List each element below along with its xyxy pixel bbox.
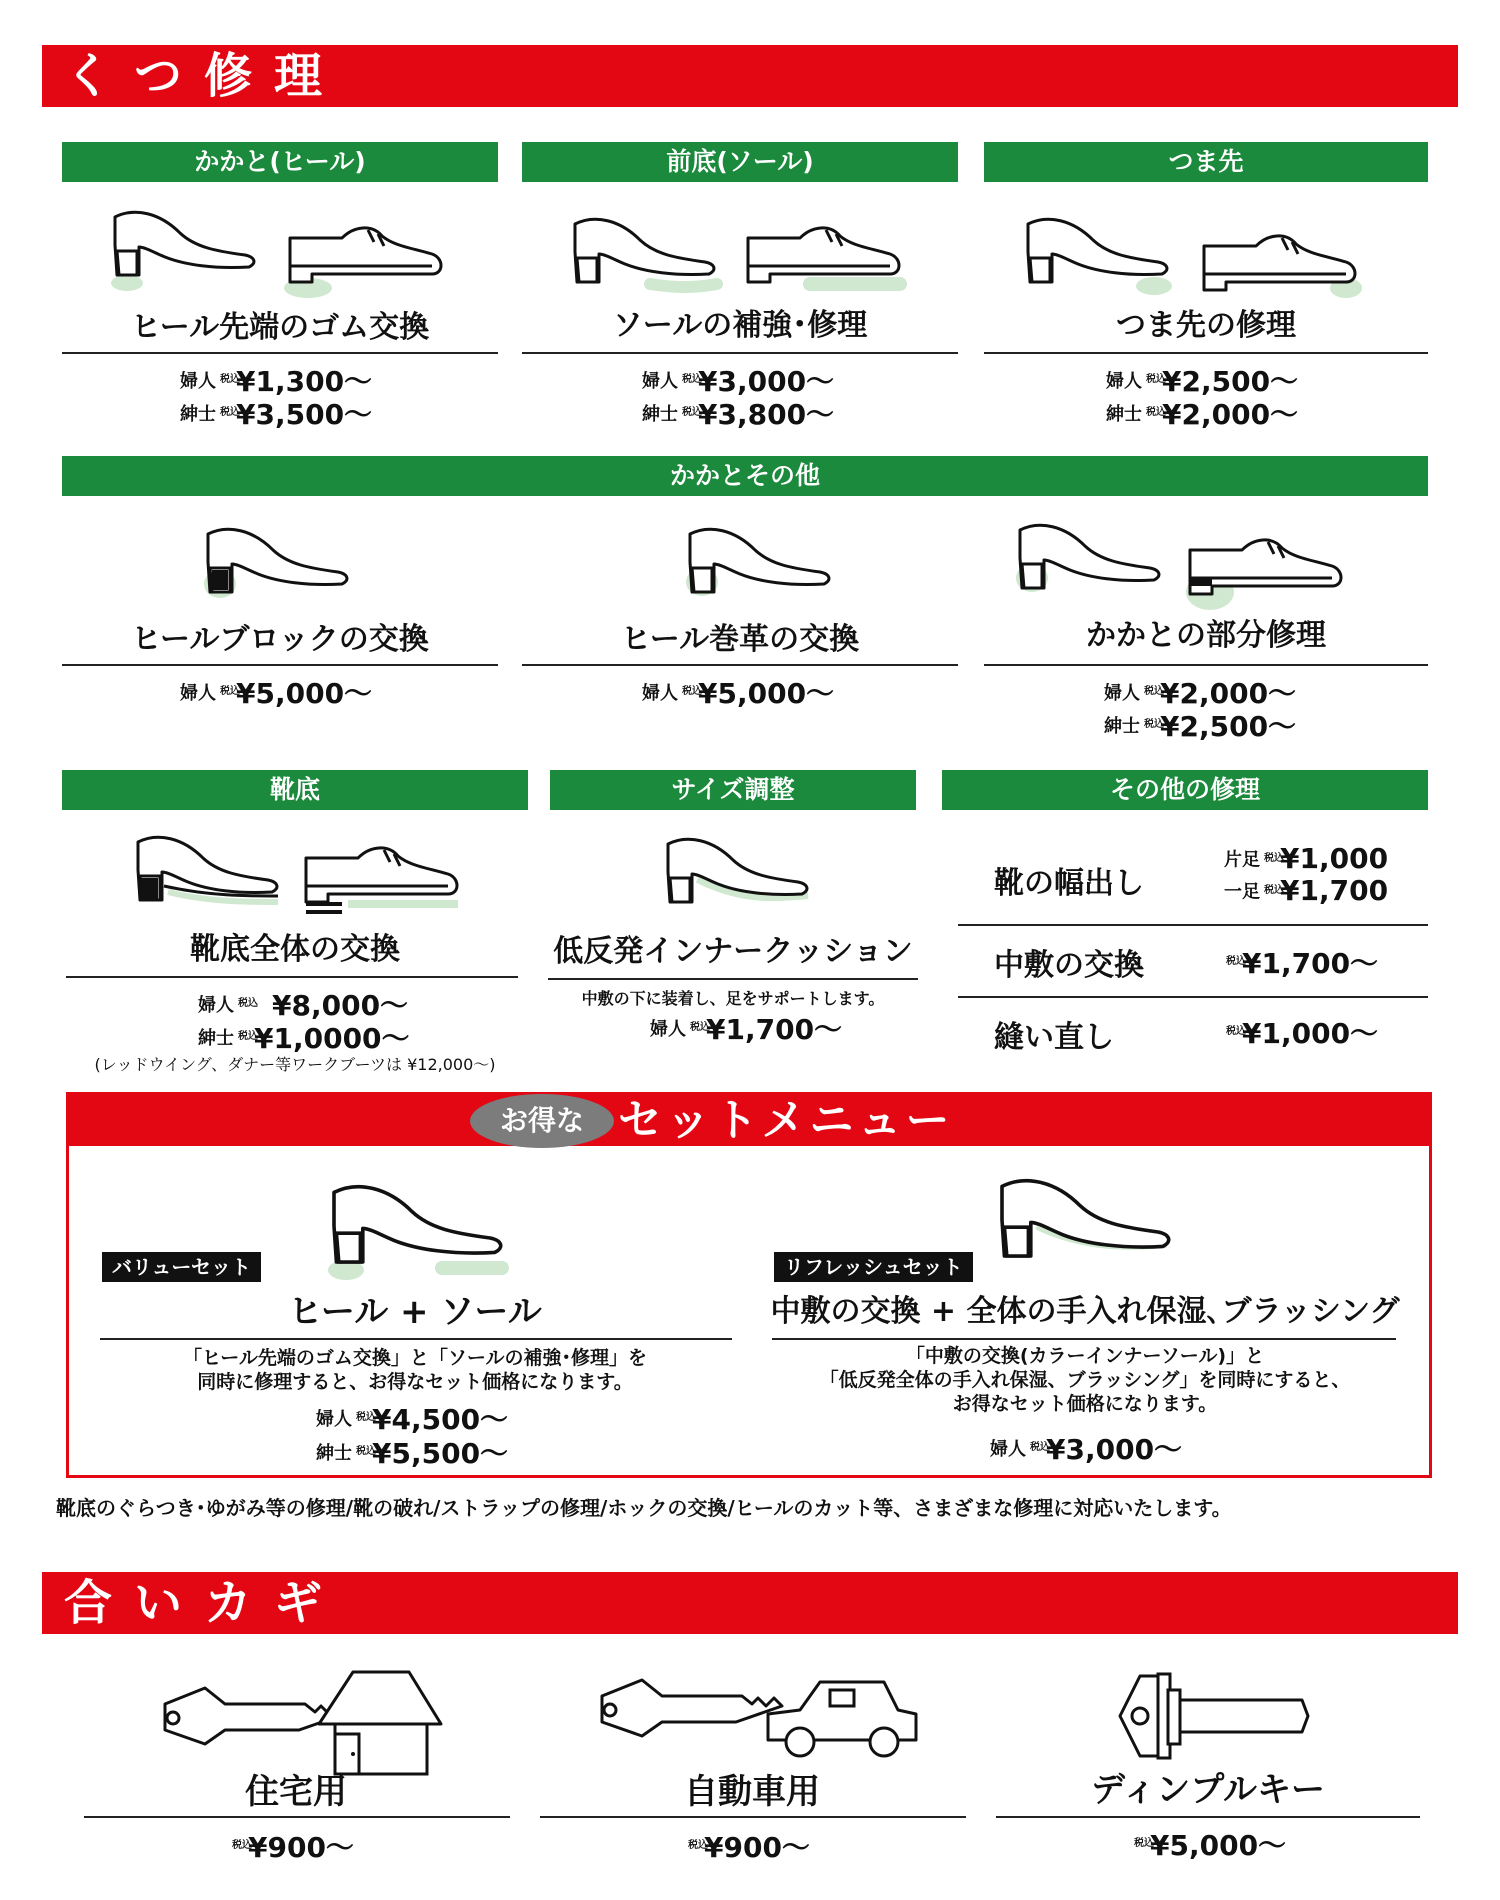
item-width-stretch: 靴の幅出し <box>994 866 1144 901</box>
desc-line: 同時に修理すると、お得なセット価格になります。 <box>197 1371 633 1393</box>
divider <box>84 1816 510 1818</box>
price-row: 税込¥1,000〜 <box>1226 1017 1379 1050</box>
item-insole-replace: 中敷の交換 <box>994 948 1144 983</box>
duplicate-key-header <box>42 1572 1458 1634</box>
price-row: 婦人 税込¥2,000〜 <box>1104 677 1297 710</box>
oxford-shoe-icon <box>1182 530 1352 620</box>
pump-shoe-icon <box>680 522 840 612</box>
item-outsole-replace: 靴底全体の交換 <box>190 932 400 967</box>
category-outsole-header: 靴底 <box>62 770 528 810</box>
item-heel-partial-repair: かかとの部分修理 <box>1086 618 1326 653</box>
price-row: 税込¥5,000〜 <box>1134 1829 1287 1862</box>
key-car-label: 自動車用 <box>684 1772 820 1812</box>
refresh-set-tag: リフレッシュセット <box>774 1252 973 1282</box>
refresh-set-title: 中敷の交換 + 全体の手入れ保湿､ブラッシング <box>770 1294 1400 1329</box>
pump-shoe-icon <box>1010 518 1170 608</box>
category-heel-header: かかと(ヒール) <box>62 142 498 182</box>
category-other-header: その他の修理 <box>942 770 1428 810</box>
car-icon <box>764 1670 924 1770</box>
item-toe-repair: つま先の修理 <box>1116 308 1296 343</box>
value-set-title: ヒール + ソール <box>288 1292 542 1332</box>
set-menu-box <box>66 1092 1432 1478</box>
item-sole-reinforce: ソールの補強･修理 <box>612 308 868 343</box>
refresh-set-desc <box>770 1344 1400 1416</box>
pump-shoe-icon <box>990 1172 1180 1282</box>
divider <box>100 1338 732 1340</box>
pump-shoe-icon <box>322 1178 512 1288</box>
shoe-repair-title: くつ修理 <box>64 48 345 104</box>
divider <box>522 664 958 666</box>
desc-line: お得なセット価格になります。 <box>952 1393 1218 1415</box>
price-row: 紳士 税込¥5,500〜 <box>316 1437 509 1470</box>
item-heel-block-replace: ヒールブロックの交換 <box>131 622 429 657</box>
divider <box>66 976 518 978</box>
oxford-shoe-icon <box>282 218 452 308</box>
price-row: 紳士 税込¥2,000〜 <box>1106 398 1299 431</box>
desc-line: 「中敷の交換(カラーインナーソール)」と <box>905 1345 1265 1367</box>
category-size-header: サイズ調整 <box>550 770 916 810</box>
divider <box>984 664 1428 666</box>
price-row: 片足 税込¥1,000 <box>1224 842 1389 875</box>
price-row: 税込¥900〜 <box>688 1831 810 1864</box>
shoe-repair-header <box>42 45 1458 107</box>
deal-badge: お得な <box>470 1094 614 1148</box>
price-row: 紳士 税込¥1,0000〜 <box>198 1022 410 1055</box>
divider <box>62 352 498 354</box>
pump-shoe-icon <box>128 830 298 930</box>
pump-shoe-icon <box>658 832 828 932</box>
oxford-shoe-icon <box>298 838 468 938</box>
item-insole-cushion: 低反発インナークッション <box>553 934 913 969</box>
desc-line: 「ヒール先端のゴム交換」と「ソールの補強･修理」を <box>183 1347 647 1369</box>
price-row: 婦人 税込¥5,000〜 <box>180 677 373 710</box>
insole-note: 中敷の下に装着し、足をサポートします。 <box>581 989 885 1008</box>
pump-shoe-icon <box>1018 212 1188 302</box>
price-row: 婦人 税込 ¥8,000〜 <box>198 989 409 1022</box>
pump-shoe-icon <box>198 522 358 612</box>
dimple-key-icon <box>1112 1660 1332 1770</box>
price-row: 紳士 税込¥2,500〜 <box>1104 710 1297 743</box>
category-sole-header: 前底(ソール) <box>522 142 958 182</box>
divider <box>958 924 1428 926</box>
divider <box>540 1816 966 1818</box>
divider <box>772 1338 1396 1340</box>
category-toe-header: つま先 <box>984 142 1428 182</box>
value-set-desc <box>100 1346 730 1394</box>
duplicate-key-title: 合いカギ <box>64 1575 345 1631</box>
value-set-tag: バリューセット <box>102 1252 261 1282</box>
pump-shoe-icon <box>565 212 735 302</box>
house-icon <box>315 1668 445 1778</box>
oxford-shoe-icon <box>1196 226 1366 316</box>
price-row: 税込¥1,700〜 <box>1226 947 1379 980</box>
key-dimple-label: ディンプルキー <box>1091 1770 1325 1810</box>
price-row: 紳士 税込¥3,800〜 <box>642 398 835 431</box>
price-row: 婦人 税込¥4,500〜 <box>316 1403 509 1436</box>
item-heel-wrap-replace: ヒール巻革の交換 <box>620 622 860 657</box>
price-row: 婦人 税込¥3,000〜 <box>990 1433 1183 1466</box>
price-row: 婦人 税込¥3,000〜 <box>642 365 835 398</box>
divider <box>548 978 918 980</box>
price-row: 一足 税込¥1,700 <box>1224 874 1389 907</box>
divider <box>958 996 1428 998</box>
item-resew: 縫い直し <box>994 1020 1114 1055</box>
price-row: 婦人 税込¥1,300〜 <box>180 365 373 398</box>
price-row: 税込¥900〜 <box>232 1831 354 1864</box>
divider <box>996 1816 1420 1818</box>
workboots-note: (レッドウイング、ダナー等ワークブーツは ¥12,000〜) <box>94 1055 496 1074</box>
price-row: 婦人 税込¥1,700〜 <box>650 1013 843 1046</box>
oxford-shoe-icon <box>740 218 910 308</box>
divider <box>62 664 498 666</box>
key-house-label: 住宅用 <box>245 1772 347 1812</box>
price-row: 婦人 税込¥5,000〜 <box>642 677 835 710</box>
repair-footnote: 靴底のぐらつき･ゆがみ等の修理/靴の破れ/ストラップの修理/ホックの交換/ヒールのカット等、さまざまな修理に対応いたします。 <box>56 1496 1232 1520</box>
set-menu-title: セットメニュー <box>618 1095 954 1146</box>
category-heel-other-header: かかとその他 <box>62 456 1428 496</box>
item-heel-rubber-replace: ヒール先端のゴム交換 <box>130 310 430 345</box>
price-row: 紳士 税込¥3,500〜 <box>180 398 373 431</box>
price-row: 婦人 税込¥2,500〜 <box>1106 365 1299 398</box>
desc-line: 「低反発全体の手入れ保湿、ブラッシング」を同時にすると、 <box>819 1369 1351 1391</box>
divider <box>984 352 1428 354</box>
pump-shoe-icon <box>105 205 265 295</box>
divider <box>522 352 958 354</box>
